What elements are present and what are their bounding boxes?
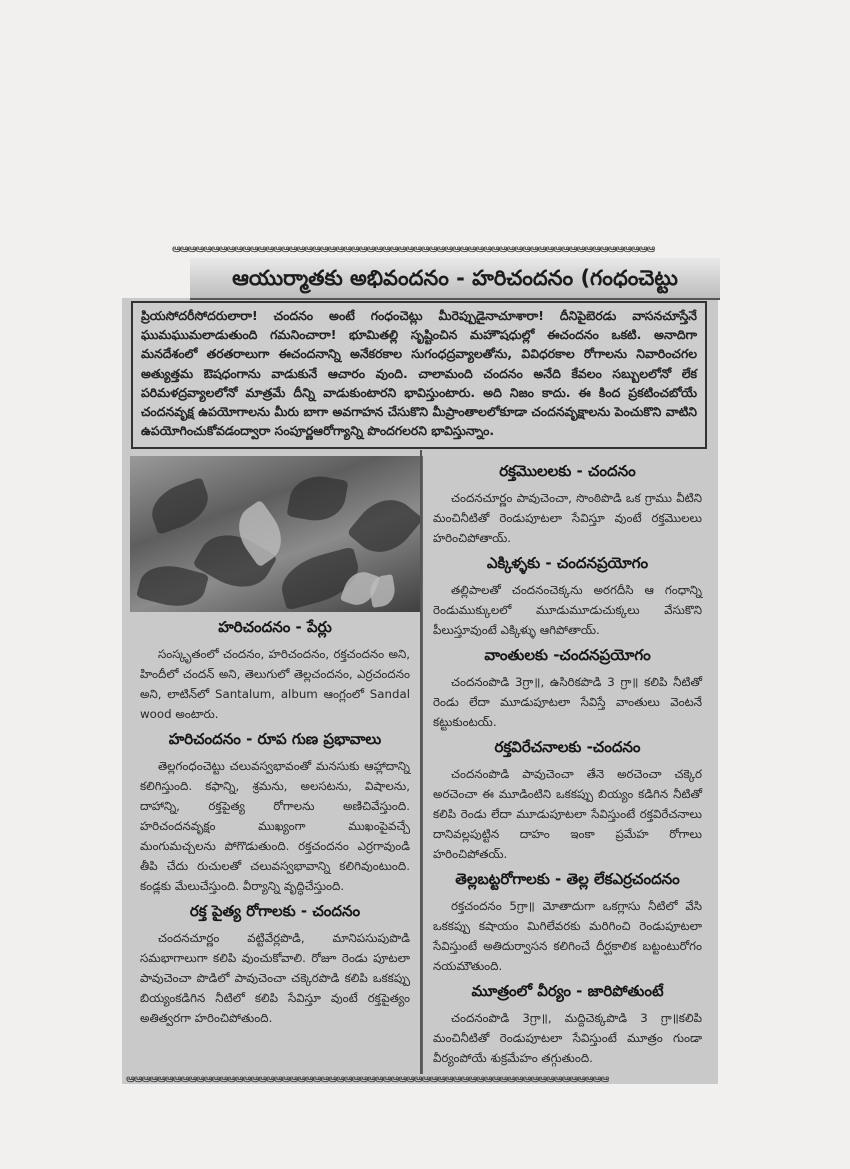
sandalwood-photo	[130, 456, 420, 612]
section-heading: తెల్లబట్టరోగాలకు - తెల్ల లేకఎర్రచందనం	[455, 870, 680, 888]
section	[433, 982, 702, 1068]
section-heading: హరిచందనం - రూప గుణ ప్రభావాలు	[168, 730, 382, 748]
section-heading: వాంతులకు -చందనప్రయోగం	[484, 646, 651, 664]
section	[433, 462, 702, 548]
section	[433, 646, 702, 732]
newspaper-clipping	[104, 238, 722, 1084]
section	[140, 902, 410, 1028]
section-heading: హరిచందనం - పేర్లు	[218, 618, 332, 636]
section	[433, 738, 702, 864]
decorative-border-top: ఆఆఆఆఆఆఆఆఆఆఆఆఆఆఆఆఆఆఆఆఆఆఆఆఆఆఆఆఆఆఆఆఆఆఆఆఆఆఆఆఆఆఆఆఆఆఆఆఆఆఆఆఆఆఆఆఆఆఆఆఆఆ	[172, 242, 655, 255]
right-column	[422, 456, 712, 1074]
section-heading: ఎక్కిళ్ళకు - చందనప్రయోగం	[486, 554, 649, 572]
section-text: చందనచూర్ణం పావుచెంచా, సొంఠిపొడి ఒక గ్రాము వీటిని మంచినీటితో రెండుపూటలా సేవిస్తూ వుంటే రక్తమొలలు హరించిపోతాయ్.	[433, 491, 702, 545]
section-text: తల్లిపాలతో చందనంచెక్కను అరగదీసి ఆ గంధాన్ని రెండుముక్కులలో మూడుమూడుచుక్కలు వేసుకొని పీలుస్తూవుంటే ఎక్కిళ్ళు ఆగిపోతాయ్.	[433, 583, 702, 637]
intro-box: ప్రియసోదరీసోదరులారా! చందనం అంటే గంధంచెట్లు మీరెప్పుడైనాచూశారా! దీనిపైబెరడు వాసనచూస్తేనే ఘుమఘుమలాడుతుంది గమనించారా! భూమితల్లి సృష్టించిన మహౌషధుల్లో ఈచందనం ఒకటి. అనాదిగా మనదేశంలో తరతరాలుగా ఈచందనాన్ని అనేకరకాల సుగంధద్రవ్యాలతోను, వివిధరకాల రోగాలను నివారించగల అత్యుత్తమ ఔషధంగాను వాడుకునే ఆచారం వుంది. చాలామంది చందనం అనేది కేవలం సబ్బులలోనో లేక పరిమళద్రవ్యాలలోనో మాత్రమే దీన్ని వాడుకుంటారని భావిస్తుంటారు. అది నిజం కాదు. ఈ కింద ప్రకటించబోయే చందనవృక్ష ఉపయోగాలను మీరు బాగా అవగాహన చేసుకొని మీప్రాంతాలలోకూడా చందనవృక్షాలను పెంచుకొని వాటిని ఉపయోగించుకోవడంద్వారా సంపూర్ణఆరోగ్యాన్ని పొందగలరని భావిస్తున్నాం.	[131, 301, 707, 449]
section-heading: రక్తవిరేచనాలకు -చందనం	[494, 738, 641, 756]
section-text: చందనంపొడి 3గ్రా॥, మద్దిచెక్కపొడి 3 గ్రా॥కలిపి మంచినీటితో రెండుపూటలా సేవిస్తుంటే మూత్రం గుండా వీర్యంపోయే శుక్రమేహం తగ్గుతుంది.	[433, 1011, 702, 1065]
section-heading: రక్త పైత్య రోగాలకు - చందనం	[189, 902, 361, 920]
section	[433, 554, 702, 640]
section-text: చందనంపొడి పావుచెంచా తేనె అరచెంచా చక్కెర అరచెంచా ఈ మూడింటిని ఒకకప్పు బియ్యం కడిగిన నీటితో కలిపి రెండు లేదా మూడుపూటలా సేవిస్తుంటే రక్తవిరేచనాలు దానివల్లపుట్టిన దాహం ఇంకా ప్రమేహ రోగాలు హరించిపోతయ్.	[433, 767, 702, 861]
section-text: సంస్కృతంలో చందనం, హరిచందనం, రక్తచందనం అని, హిందీలో చందన్ అని, తెలుగులో తెల్లచందనం, ఎర్రచందనం అని, లాటిన్‌లో Santalum, album ఆంగ్లంలో Sandal wood అంటారు.	[140, 647, 410, 721]
left-column	[130, 612, 420, 1074]
decorative-border-bottom: ఆఆఆఆఆఆఆఆఆఆఆఆఆఆఆఆఆఆఆఆఆఆఆఆఆఆఆఆఆఆఆఆఆఆఆఆఆఆఆఆఆఆఆఆఆఆఆఆఆఆఆఆఆఆఆఆఆఆఆఆఆఆ	[126, 1072, 609, 1085]
section	[140, 730, 410, 896]
section	[433, 870, 702, 976]
section-text: రక్తచందనం 5గ్రా॥ మోతాదుగా ఒకగ్లాసు నీటిలో వేసి ఒకకప్పు కషాయం మిగిలేవరకు మరిగించి రెండుపూటలా సేవిస్తుంటే అతిదుర్వాసన కలిగించే దీర్ఘకాలిక బట్టంటురోగం నయమౌతుంది.	[433, 899, 702, 973]
section-heading: మూత్రంలో వీర్యం - జారిపోతుంటే	[471, 982, 664, 1000]
section-text: చందనచూర్ణం వట్టివేర్లపొడి, మానిపసుపుపొడి సమభాగాలుగా కలిపి వుంచుకోవాలి. రోజూ రెండు పూటలా పావుచెంచా పొడిలో పావుచెంచా చక్కెరపొడి కలిపి ఒకకప్పు బియ్యంకడిగిన నీటిలో కలిపి సేవిస్తూ వుంటే రక్తపైత్యం అతిత్వరగా హరించిపోతుంది.	[140, 931, 410, 1025]
section-heading: రక్తమొలలకు - చందనం	[499, 462, 636, 480]
section	[140, 618, 410, 724]
section-text: చందనంపొడి 3గ్రా॥, ఉసిరికపొడి 3 గ్రా॥ కలిపి నీటితో రెండు లేదా మూడుపూటలా సేవిస్తే వాంతులు వెంటనే కట్టుకుంటయ్.	[433, 675, 702, 729]
section-text: తెల్లగంధంచెట్టు చలువస్వభావంతో మనసుకు ఆహ్లాదాన్ని కలిగిస్తుంది. కఫాన్ని, శ్రమను, అలసటను, విషాలను, దాహాన్ని, రక్తపైత్య రోగాలను అణిచివేస్తుంది. హరిచందనవృక్షం ముఖ్యంగా ముఖంపైవచ్చే మంగుమచ్చలను పోగొడుతుంది. రక్తచందనం ఎర్రగావుండి తీపి చేదు రుచులతో చలువస్వభావాన్ని కలిగివుంటుంది. కండ్లకు మేలుచేస్తుంది. వీర్యాన్ని వృద్ధిచేస్తుంది.	[140, 759, 410, 893]
article-title: ఆయుర్మాతకు అభివందనం - హరిచందనం (గంధంచెట్టు	[190, 258, 720, 300]
